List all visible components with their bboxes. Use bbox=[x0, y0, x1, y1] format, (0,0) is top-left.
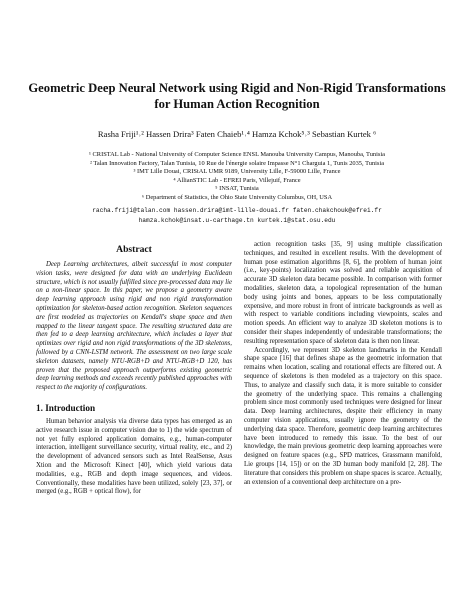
email-line-1: racha.friji@talan.com hassen.drira@imt-lille-douai.fr faten.chakchouk@efrei.fr bbox=[92, 207, 382, 214]
email-line-2: hamza.kchok@insat.u-carthage.tn kurtek.1@stat.osu.edu bbox=[138, 216, 336, 224]
affiliation-1: ¹ CRISTAL Lab - National University of Computer Science ENSL Manouba University Campus, Manouba, Tunisia bbox=[89, 151, 385, 158]
affiliation-3: ³ IMT Lille Douai, CRIStAL UMR 9189, University Lille, F-59000 Lille, France bbox=[133, 168, 341, 176]
affiliation-4: ⁴ AllianSTIC Lab - EFREI Paris, Villejuif, France bbox=[173, 176, 301, 184]
right-column bbox=[244, 241, 442, 487]
abstract-text: Deep Learning architectures, albeit successful in most computer vision tasks, were designed for data with an underlying Euclidean structure, which is not usually fulfilled since pre-processed data may lie on a non-linear space. In this paper, we propose a geometry aware deep learning approach using rigid and non rigid transformation optimization for skeleton-based action recognition. Skeleton sequences are first modeled as trajectories on Kendall's shape space and then mapped to the linear tangent space. The resulting structured data are then fed to a deep learning architecture, which includes a layer that optimizes over rigid and non rigid transformations of the 3D skeletons, followed by a CNN-LSTM network. The assessment on two large scale skeleton datasets, namely NTU-RGB+D and NTU-RGB+D 120, has proven that the proposed approach outperforms existing geometric deep learning methods and exceeds recently published approaches with respect to the majority of configurations. bbox=[36, 261, 232, 392]
author-list: Rasha Friji¹˒² Hassen Drira³ Faten Chaieb¹˒⁴ Hamza Kchok⁵˒³ Sebastian Kurtek ⁶ bbox=[97, 129, 377, 139]
affiliation-6: ⁶ Department of Statistics, the Ohio State University Columbus, OH, USA bbox=[141, 193, 333, 201]
introduction-paragraph-1: Human behavior analysis via diverse data types has emerged as an active research issue in computer vision due to 1) the wide spectrum of not yet fully explored application domains, e.g., human-computer interaction, intelligent surveillance security, virtual reality, etc., and 2) the development of advanced sensors such as Intel RealSense, Asus Xtion and the Microsoft Kinect [40], which yield various data modalities, e.g., RGB and depth image sequences, and videos. Conventionally, these modalities have been utilized, solely [23, 37], or merged (e.g., RGB + optical flow), for bbox=[36, 417, 232, 496]
author-emails bbox=[20, 206, 454, 225]
abstract-heading: Abstract bbox=[116, 244, 152, 255]
introduction-paragraph-continued: action recognition tasks [35, 9] using multiple classification techniques, and resulted in excellent results. With the development of human pose estimation algorithms [8, 6], the problem of human joint (i.e., key-points) localization was solved and reliable acquisition of accurate 3D skeleton data became possible. In comparison with former modalities, skeleton data, a topological representation of the human body using joints and bones, appears to be less computationally expensive, and more robust in front of intricate backgrounds as well as with respect to variable conditions including viewpoints, scales and motion speeds. An efficient way to analyze 3D skeleton motions is to consider their shapes independently of undesirable transformations; the resulting representation space of skeleton data is then non linear. bbox=[244, 241, 442, 345]
left-column bbox=[36, 244, 232, 497]
title-line-1: Geometric Deep Neural Network using Rigid and Non-Rigid Transformations bbox=[28, 81, 446, 95]
introduction-paragraph-2: Accordingly, we represent 3D skeleton landmarks in the Kendall shape space [16] that defines shape as the geometric information that remains when location, scaling and rotational effects are filtered out. A sequence of skeletons is then modeled as a trajectory on this space. Thus, to analyze and classify such data, it is more suitable to consider the geometry of the underlying space. This remains a challenging problem since most commonly used techniques were designed for linear data. Deep learning architectures, despite their efficiency in many computer vision applications, usually ignore the geometry of the underlying data space. Therefore, geometric deep learning architectures have been introduced to remedy this issue. To the best of our knowledge, the main previous geometric deep learning approaches were designed on feature spaces (e.g., SPD matrices, Grassmann manifold, Lie groups [14, 15]) or on the 3D human body manifold [2, 28]. The literature that considers this problem on shape spaces is scarce. Actually, an extension of a conventional deep architecture on a pre- bbox=[244, 346, 442, 486]
paper-title bbox=[20, 80, 454, 112]
affiliation-2: ² Talan Innovation Factory, Talan Tunisia, 10 Rue de l'énergie solaire Impasse N°1 Charguia 1, Tunis 2035, Tunisia bbox=[89, 159, 385, 167]
title-line-2: for Human Action Recognition bbox=[154, 97, 320, 111]
affiliation-5: ⁵ INSAT, Tunisia bbox=[215, 185, 259, 193]
introduction-heading: 1. Introduction bbox=[36, 402, 96, 413]
affiliations bbox=[20, 151, 454, 203]
